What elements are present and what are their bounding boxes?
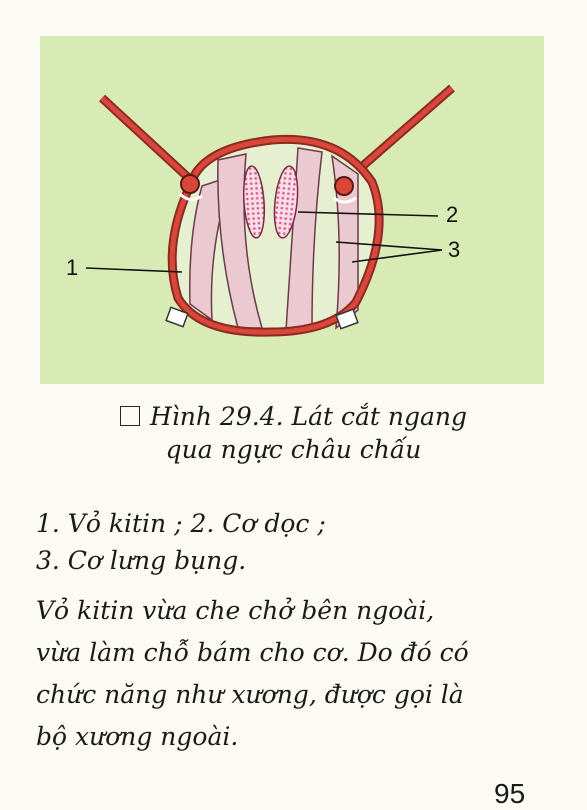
page-number: 95 [494,778,526,809]
label-2: 2 [446,202,459,227]
checkbox-square-icon [120,406,140,426]
caption-title: Hình 29.4. Lát cắt ngang [149,402,468,431]
grasshopper-thorax-cross-section [40,36,544,384]
caption-line-2: qua ngực châu chấu [165,435,422,464]
legend-line-1: 1. Vỏ kitin ; 2. Cơ dọc ; [36,509,326,538]
figure-illustration [40,36,544,384]
legend-line-2: 3. Cơ lưng bụng. [36,546,247,575]
paragraph-line-2: vừa làm chỗ bám cho cơ. Do đó có [36,638,469,667]
paragraph-line-4: bộ xương ngoài. [36,722,239,751]
figure-caption [0,400,587,466]
label-1: 1 [66,255,79,280]
figure-legend [36,505,326,579]
caption-line-1 [0,400,587,433]
left-leg-inner [102,98,192,181]
right-joint [335,177,353,195]
paragraph-line-1: Vỏ kitin vừa che chở bên ngoài, [36,596,435,625]
body-paragraph [36,590,556,758]
left-joint [181,175,199,193]
label-3: 3 [448,237,461,262]
paragraph-line-3: chức năng như xương, được gọi là [36,680,464,709]
leader-line-1 [86,268,182,272]
